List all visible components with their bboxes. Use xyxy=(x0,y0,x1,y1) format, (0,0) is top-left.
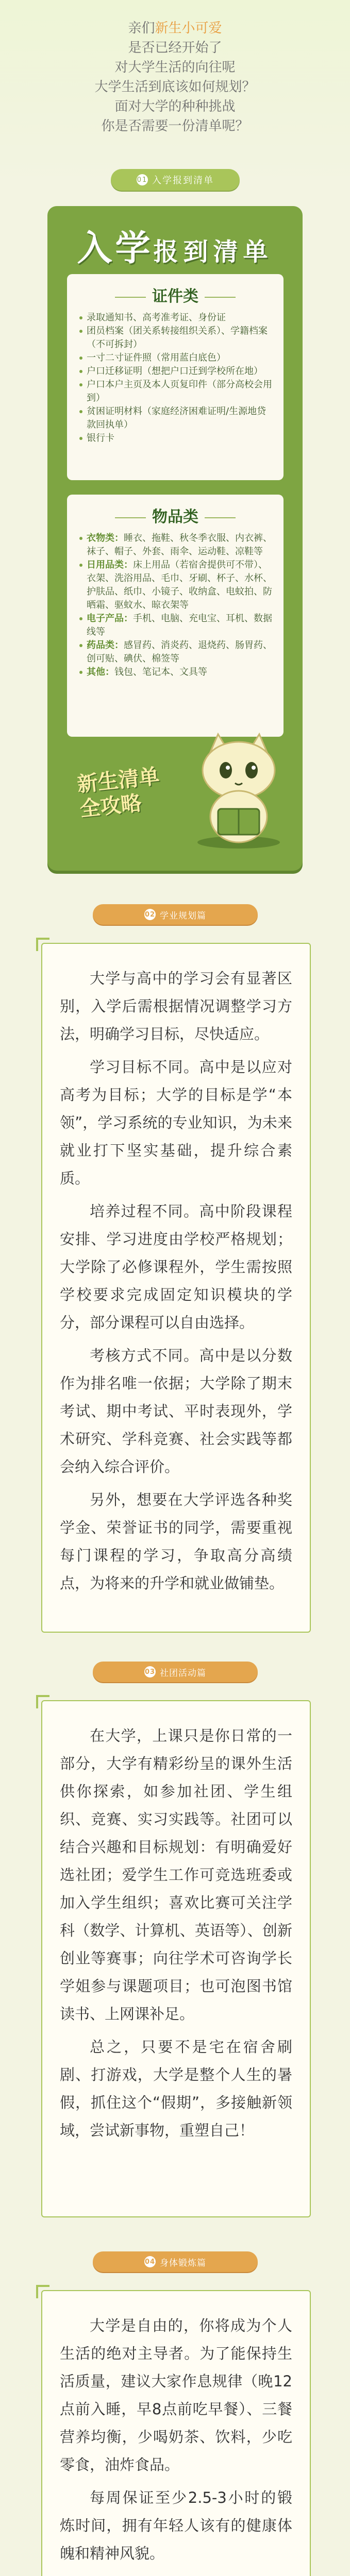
intro-line: 你是否需要一份清单呢？ xyxy=(101,118,249,134)
list-item: 户口本户主页及本人页复印件（部分高校会用到） xyxy=(78,378,275,405)
items-title: 物品类 xyxy=(67,504,284,527)
list-item: 日用品类：床上用品（若宿舍提供可不带）、衣架、洗浴用品、毛巾、牙刷、杯子、水杯、护肤品、纸巾、小镜子、收纳盒、电蚊拍、防晒霜、驱蚊水、晾衣架等 xyxy=(78,558,275,612)
paragraph: 另外，想要在大学评选各种奖学金、荣誉证书的同学，需要重视每门课程的学习，争取高分高绩点，为将来的升学和就业做铺垫。 xyxy=(60,1491,292,1592)
intro-line: 是否已经开始了 xyxy=(128,40,222,56)
section-banner-checklist xyxy=(111,169,240,191)
cat-mascot-icon xyxy=(190,732,288,850)
intro-line: 亲们新生小可爱 xyxy=(128,21,222,36)
list-item: 贫困证明材料（家庭经济困难证明/生源地贷款回执单） xyxy=(78,405,275,432)
intro-line: 对大学生活的向往呢 xyxy=(114,60,236,75)
section-header-clubs: 03 社团活动篇 xyxy=(93,1662,258,1682)
exercise-panel xyxy=(41,2290,311,2576)
list-item: 银行卡 xyxy=(78,432,275,445)
study-panel xyxy=(41,943,311,1633)
items-list xyxy=(78,532,275,679)
list-item: 电子产品：手机、电脑、充电宝、耳机、数据线等 xyxy=(78,612,275,639)
intro-text xyxy=(0,19,350,136)
section-header-study: 02 学业规划篇 xyxy=(93,904,258,925)
paragraph xyxy=(60,2572,292,2576)
paragraph: 学习目标不同。高中是以应对高考为目标；大学的目标是学“本领”，学习系统的专业知识，为未来就业打下坚实基础，提升综合素质。 xyxy=(60,1058,292,1187)
intro-line: 大学生活到底该如何规划？ xyxy=(94,79,256,95)
checklist-sticker-label: 新生清单 全攻略 xyxy=(76,764,161,822)
clubs-panel xyxy=(41,1700,311,2217)
items-sheet xyxy=(67,495,284,737)
intro-line: 面对大学的种种挑战 xyxy=(114,99,236,114)
list-item: 一寸二寸证件照（常用蓝白底色） xyxy=(78,351,275,365)
section-header-exercise: 04 身体锻炼篇 xyxy=(93,2251,258,2272)
documents-sheet xyxy=(67,274,284,480)
documents-title: 证件类 xyxy=(67,283,284,306)
paragraph: 总之，只要不是宅在宿舍刷剧、打游戏，大学是整个人生的暑假，抓住这个“假期”，多接触新领域，尝试新事物，重塑自己！ xyxy=(60,2038,292,2139)
checklist-card xyxy=(47,206,303,871)
paragraph: 每周保证至少2.5-3小时的锻炼时间，拥有年轻人该有的健康体魄和精神风貌。 xyxy=(60,2489,292,2562)
list-item: 户口迁移证明（想把户口迁到学校所在地） xyxy=(78,365,275,378)
list-item: 药品类：感冒药、消炎药、退烧药、肠胃药、创可贴、碘伏、棉签等 xyxy=(78,639,275,666)
paragraph: 大学是自由的，你将成为个人生活的绝对主导者。为了能保持生活质量，建议大家作息规律（晚12点前入睡，早8点前吃早餐）、三餐营养均衡，少喝奶茶、饮料，少吃零食，油炸食品。 xyxy=(60,2317,292,2473)
list-item: 团员档案（团关系转接组织关系）、学籍档案（不可拆封） xyxy=(78,325,275,351)
paragraph: 考核方式不同。高中是以分数作为排名唯一依据；大学除了期末考试、期中考试、平时表现外，学术研究、学科竞赛、社会实践等都会纳入综合评价。 xyxy=(60,1347,292,1476)
paragraph: 培养过程不同。高中阶段课程安排、学习进度由学校严格规划；大学除了必修课程外，学生需按照学校要求完成固定知识模块的学分，部分课程可以自由选择。 xyxy=(60,1202,292,1331)
banner-label: 入学报到清单 xyxy=(152,175,214,186)
list-item: 其他：钱包、笔记本、文具等 xyxy=(78,666,275,679)
list-item: 衣物类：睡衣、拖鞋、秋冬季衣服、内衣裤、袜子、帽子、外套、雨伞、运动鞋、凉鞋等 xyxy=(78,532,275,558)
paragraph: 大学与高中的学习会有显著区别，入学后需根据情况调整学习方法，明确学习目标，尽快适应。 xyxy=(60,970,292,1043)
documents-list xyxy=(78,311,275,445)
checklist-title: 入学报到清单 xyxy=(77,228,273,269)
paragraph: 在大学，上课只是你日常的一部分，大学有精彩纷呈的课外生活供你探索，如参加社团、学生组织、竞赛、实习实践等。社团可以结合兴趣和目标规划：有明确爱好选社团；爱学生工作可竞选班委或加入学生组织；喜欢比赛可关注学科（数学、计算机、英语等）、创新创业等赛事；向往学术可咨询学长学姐参与课题项目；也可泡图书馆读书、上网课补足。 xyxy=(60,1727,292,2023)
list-item: 录取通知书、高考准考证、身份证 xyxy=(78,311,275,325)
banner-number: 01 xyxy=(137,174,148,185)
